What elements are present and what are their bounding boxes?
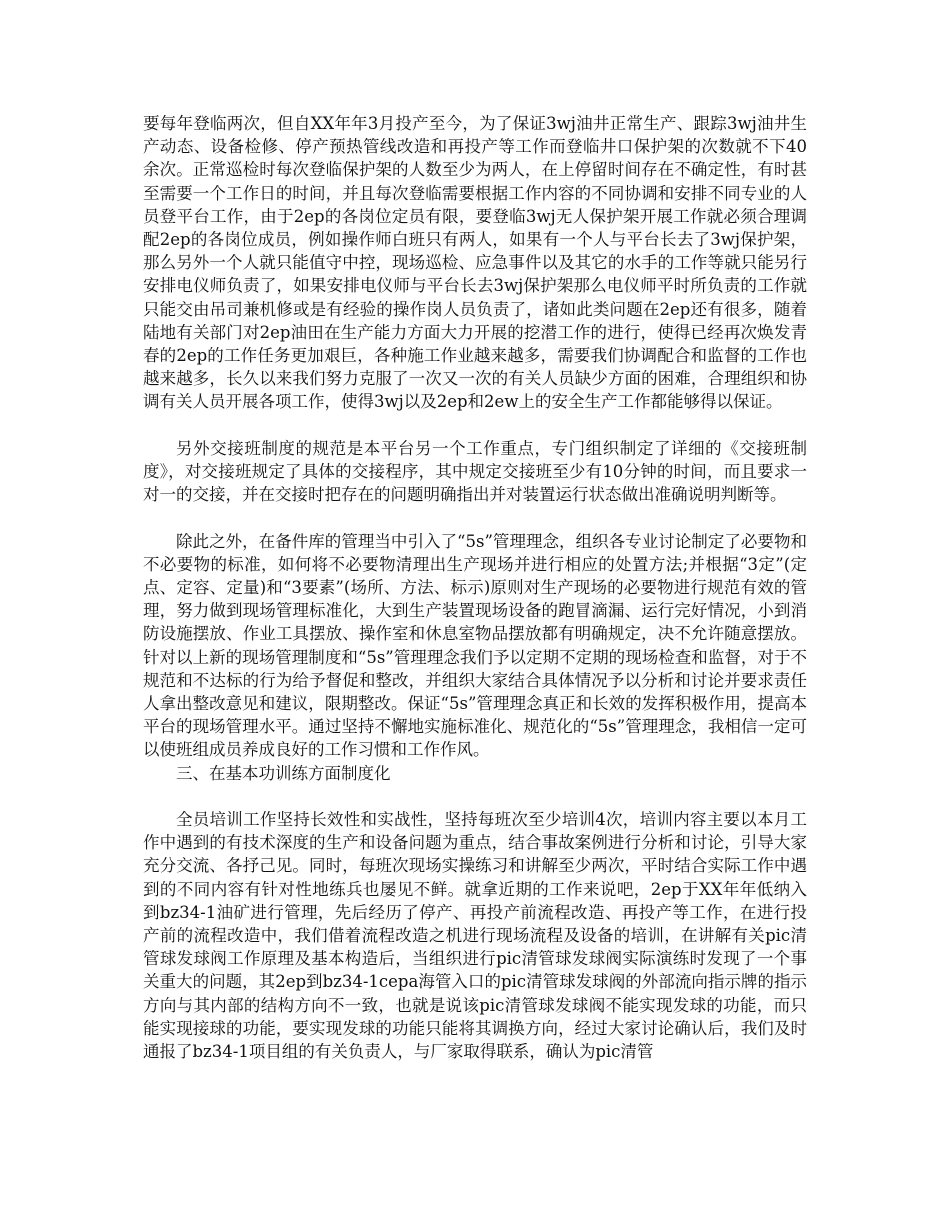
document-page xyxy=(143,112,807,1063)
section-heading-training: 三、在基本功训练方面制度化 xyxy=(176,763,391,783)
paragraph-5s-management: 除此之外，在备件库的管理当中引入了“5s”管理理念，组织各专业讨论制定了必要物和不必要物的标准，如何将不必要物清理出生产现场并进行相应的处置方法;并根据“3定”(定点、定容、定量)和“3要素”(场所、方法、标示)原则对生产现场的必要物进行规范有效的管理，努力做到现场管理标准化，大到生产装置现场设备的跑冒滴漏、运行完好情况，小到消防设施摆放、作业工具摆放、操作室和休息室物品摆放都有明确规定，决不允许随意摆放。针对以上新的现场管理制度和“5s”管理理念我们予以定期不定期的现场检查和监督，对于不规范和不达标的行为给予督促和整改，并组织大家结合具体情况予以分析和讨论并要求责任人拿出整改意见和建议，限期整改。保证“5s”管理理念真正和长效的发挥积极作用，提高本平台的现场管理水平。通过坚持不懈地实施标准化、规范化的“5s”管理理念，我相信一定可以使班组成员养成良好的工作习惯和工作作风。 xyxy=(143,531,807,760)
paragraph-shift-handover: 另外交接班制度的规范是本平台另一个工作重点，专门组织制定了详细的《交接班制度》，对交接班规定了具体的交接程序，其中规定交接班至少有10分钟的时间，而且要求一对一的交接，并在交接时把存在的问题明确指出并对装置运行状态做出准确说明判断等。 xyxy=(143,438,807,505)
paragraph-guard-frame-visits: 要每年登临两次，但自XX年年3月投产至今，为了保证3wj油井正常生产、跟踪3wj油井生产动态、设备检修、停产预热管线改造和再投产等工作而登临井口保护架的次数就不下40余次。正常巡检时每次登临保护架的人数至少为两人，在上停留时间存在不确定性，有时甚至需要一个工作日的时间，并且每次登临需要根据工作内容的不同协调和安排不同专业的人员登平台工作，由于2ep的各岗位定员有限，要登临3wj无人保护架开展工作就必须合理调配2ep的各岗位成员，例如操作师白班只有两人，如果有一个人与平台长去了3wj保护架，那么另外一个人就只能值守中控，现场巡检、应急事件以及其它的水手的工作等就只能另行安排电仪师负责了，如果安排电仪师与平台长去3wj保护架那么电仪师平时所负责的工作就只能交由吊司兼机修或是有经验的操作岗人员负责了，诸如此类问题在2ep还有很多，随着陆地有关部门对2ep油田在生产能力方面大力开展的挖潜工作的进行，使得已经再次焕发青春的2ep的工作任务更加艰巨，各种施工作业越来越多，需要我们协调配合和监督的工作也越来越多，长久以来我们努力克服了一次又一次的有关人员缺少方面的困难，合理组织和协调有关人员开展各项工作，使得3wj以及2ep和2ew上的安全生产工作都能够得以保证。 xyxy=(143,114,807,412)
paragraph-staff-training: 全员培训工作坚持长效性和实战性，坚持每班次至少培训4次，培训内容主要以本月工作中遇到的有技术深度的生产和设备问题为重点，结合事故案例进行分析和讨论，引导大家充分交流、各抒己见。同时，每班次现场实操练习和讲解至少两次，平时结合实际工作中遇到的不同内容有针对性地练兵也屡见不鲜。就拿近期的工作来说吧，2ep于XX年年低纳入到bz34-1油矿进行管理，先后经历了停产、再投产前流程改造、再投产等工作，在进行投产前的流程改造中，我们借着流程改造之机进行现场流程及设备的培训，在讲解有关pic清管球发球阀工作原理及基本构造后，当组织进行pic清管球发球阀实际演练时发现了一个事关重大的问题，其2ep到bz34-1cepa海管入口的pic清管球发球阀的外部流向指示牌的指示方向与其内部的结构方向不一致，也就是说该pic清管球发球阀不能实现发球的功能，而只能实现接球的功能，要实现发球的功能只能将其调换方向，经过大家讨论确认后，我们及时通报了bz34-1项目组的有关负责人，与厂家取得联系，确认为pic清管 xyxy=(143,810,807,1062)
